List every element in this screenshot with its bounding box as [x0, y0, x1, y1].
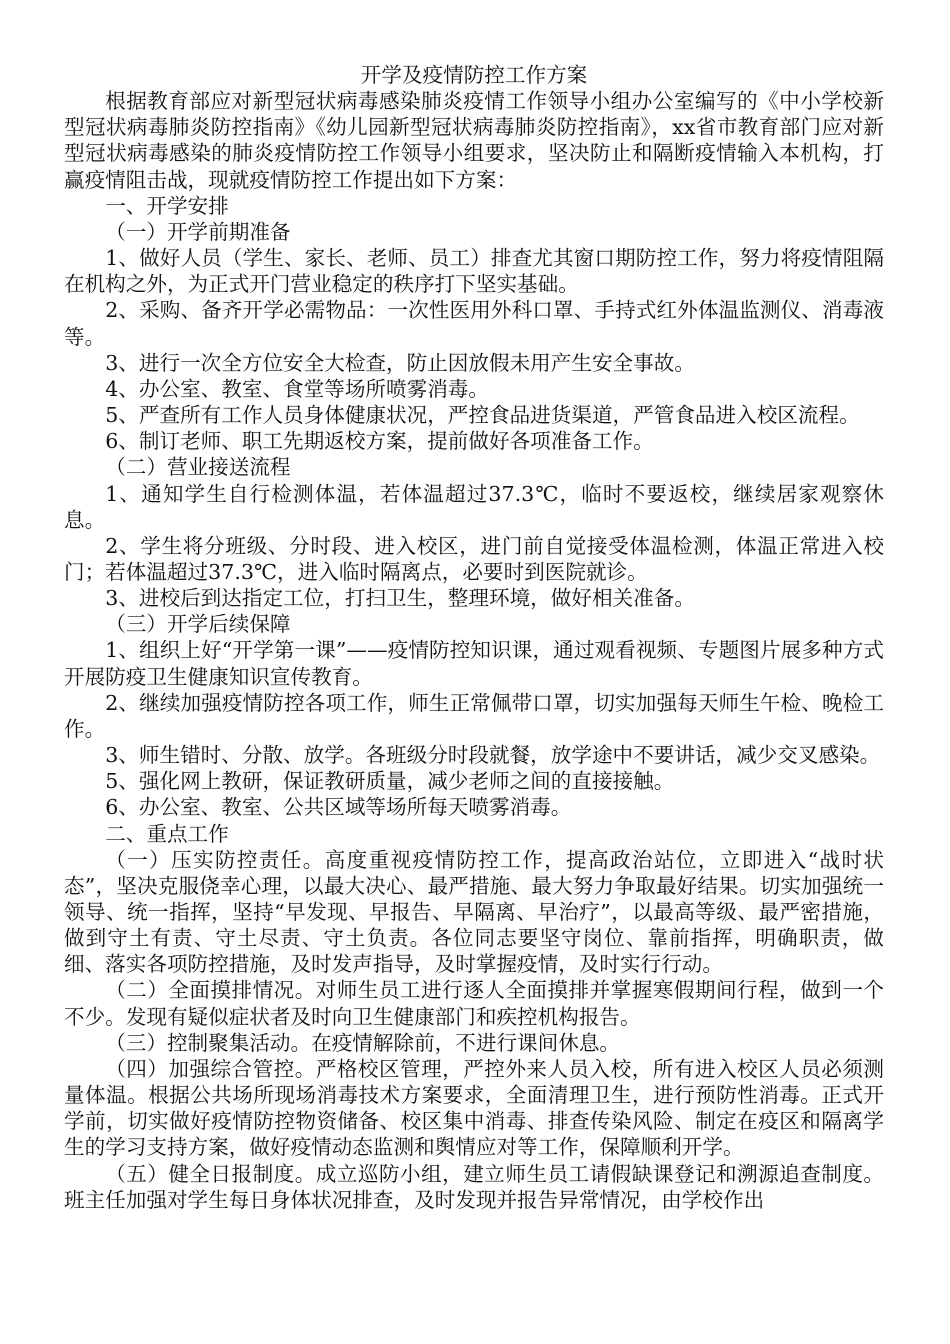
list-item: 2、采购、备齐开学必需物品：一次性医用外科口罩、手持式红外体温监测仪、消毒液等。: [64, 298, 884, 349]
subsection-2-heading: （二）营业接送流程: [105, 455, 291, 480]
list-item: 6、办公室、教室、公共区域等场所每天喷雾消毒。: [105, 795, 572, 820]
subsection-1-heading: （一）开学前期准备: [105, 219, 291, 244]
list-item: 4、办公室、教室、食堂等场所喷雾消毒。: [105, 376, 489, 401]
section-2-heading: 二、重点工作: [105, 821, 229, 846]
list-item: 5、强化网上教研，保证教研质量，减少老师之间的直接接触。: [105, 769, 675, 794]
list-item: （一）压实防控责任。高度重视疫情防控工作，提高政治站位，立即进入“战时状态”，坚决克服侥幸心理，以最大决心、最严措施、最大努力争取最好结果。切实加强统一领导、统一指挥，坚持“早发现、早报告、早隔离、早治疗”，以最高等级、最严密措施，做到守土有责、守土尽责、守土负责。各位同志要坚守岗位、靠前指挥，明确职责，做细、落实各项防控措施，及时发声指导，及时掌握疫情，及时实行行动。: [64, 847, 884, 977]
list-item: 1、组织上好“开学第一课”——疫情防控知识课，通过观看视频、专题图片展多种方式开展防疫卫生健康知识宣传教育。: [64, 638, 884, 689]
list-item: 2、继续加强疫情防控各项工作，师生正常佩带口罩，切实加强每天师生午检、晚检工作。: [64, 690, 884, 741]
list-item: （三）控制聚集活动。在疫情解除前，不进行课间休息。: [105, 1030, 621, 1055]
list-item: 3、师生错时、分散、放学。各班级分时段就餐，放学途中不要讲话，减少交叉感染。: [105, 743, 881, 768]
document-body: [64, 62, 884, 1213]
document-title: 开学及疫情防控工作方案: [360, 63, 588, 87]
list-item: 1、做好人员（学生、家长、老师、员工）排查尤其窗口期防控工作，努力将疫情阻隔在机构之外，为正式开门营业稳定的秩序打下坚实基础。: [64, 246, 884, 297]
list-item: 3、进行一次全方位安全大检查，防止因放假未用产生安全事故。: [105, 350, 695, 375]
list-item: （四）加强综合管控。严格校区管理，严控外来人员入校，所有进入校区人员必须测量体温。根据公共场所现场消毒技术方案要求，全面清理卫生，进行预防性消毒。正式开学前，切实做好疫情防控物资储备、校区集中消毒、排查传染风险、制定在疫区和隔离学生的学习支持方案，做好疫情动态监测和舆情应对等工作，保障顺利开学。: [64, 1056, 884, 1160]
list-item: 2、学生将分班级、分时段、进入校区，进门前自觉接受体温检测，体温正常进入校门；若体温超过37.3℃，进入临时隔离点，必要时到医院就诊。: [64, 533, 884, 584]
list-item: 3、进校后到达指定工位，打扫卫生，整理环境，做好相关准备。: [105, 586, 695, 611]
list-item: 1、通知学生自行检测体温，若体温超过37.3℃，临时不要返校，继续居家观察休息。: [64, 481, 884, 532]
list-item: （二）全面摸排情况。对师生员工进行逐人全面摸排并掌握寒假期间行程，做到一个不少。发现有疑似症状者及时向卫生健康部门和疾控机构报告。: [64, 978, 884, 1029]
subsection-3-heading: （三）开学后续保障: [105, 612, 291, 637]
section-1-heading: 一、开学安排: [105, 193, 229, 218]
list-item: 5、严查所有工作人员身体健康状况，严控食品进货渠道，严管食品进入校区流程。: [105, 403, 860, 428]
list-item: 6、制订老师、职工先期返校方案，提前做好各项准备工作。: [105, 429, 654, 454]
intro-paragraph: 根据教育部应对新型冠状病毒感染肺炎疫情工作领导小组办公室编写的《中小学校新型冠状病毒肺炎防控指南》《幼儿园新型冠状病毒肺炎防控指南》，xx省市教育部门应对新型冠状病毒感染的肺炎疫情防控工作领导小组要求，坚决防止和隔断疫情输入本机构，打赢疫情阻击战，现就疫情防控工作提出如下方案：: [64, 89, 884, 192]
list-item: （五）健全日报制度。成立巡防小组，建立师生员工请假缺课登记和溯源追查制度。班主任加强对学生每日身体状况排查，及时发现并报告异常情况，由学校作出: [64, 1161, 884, 1212]
